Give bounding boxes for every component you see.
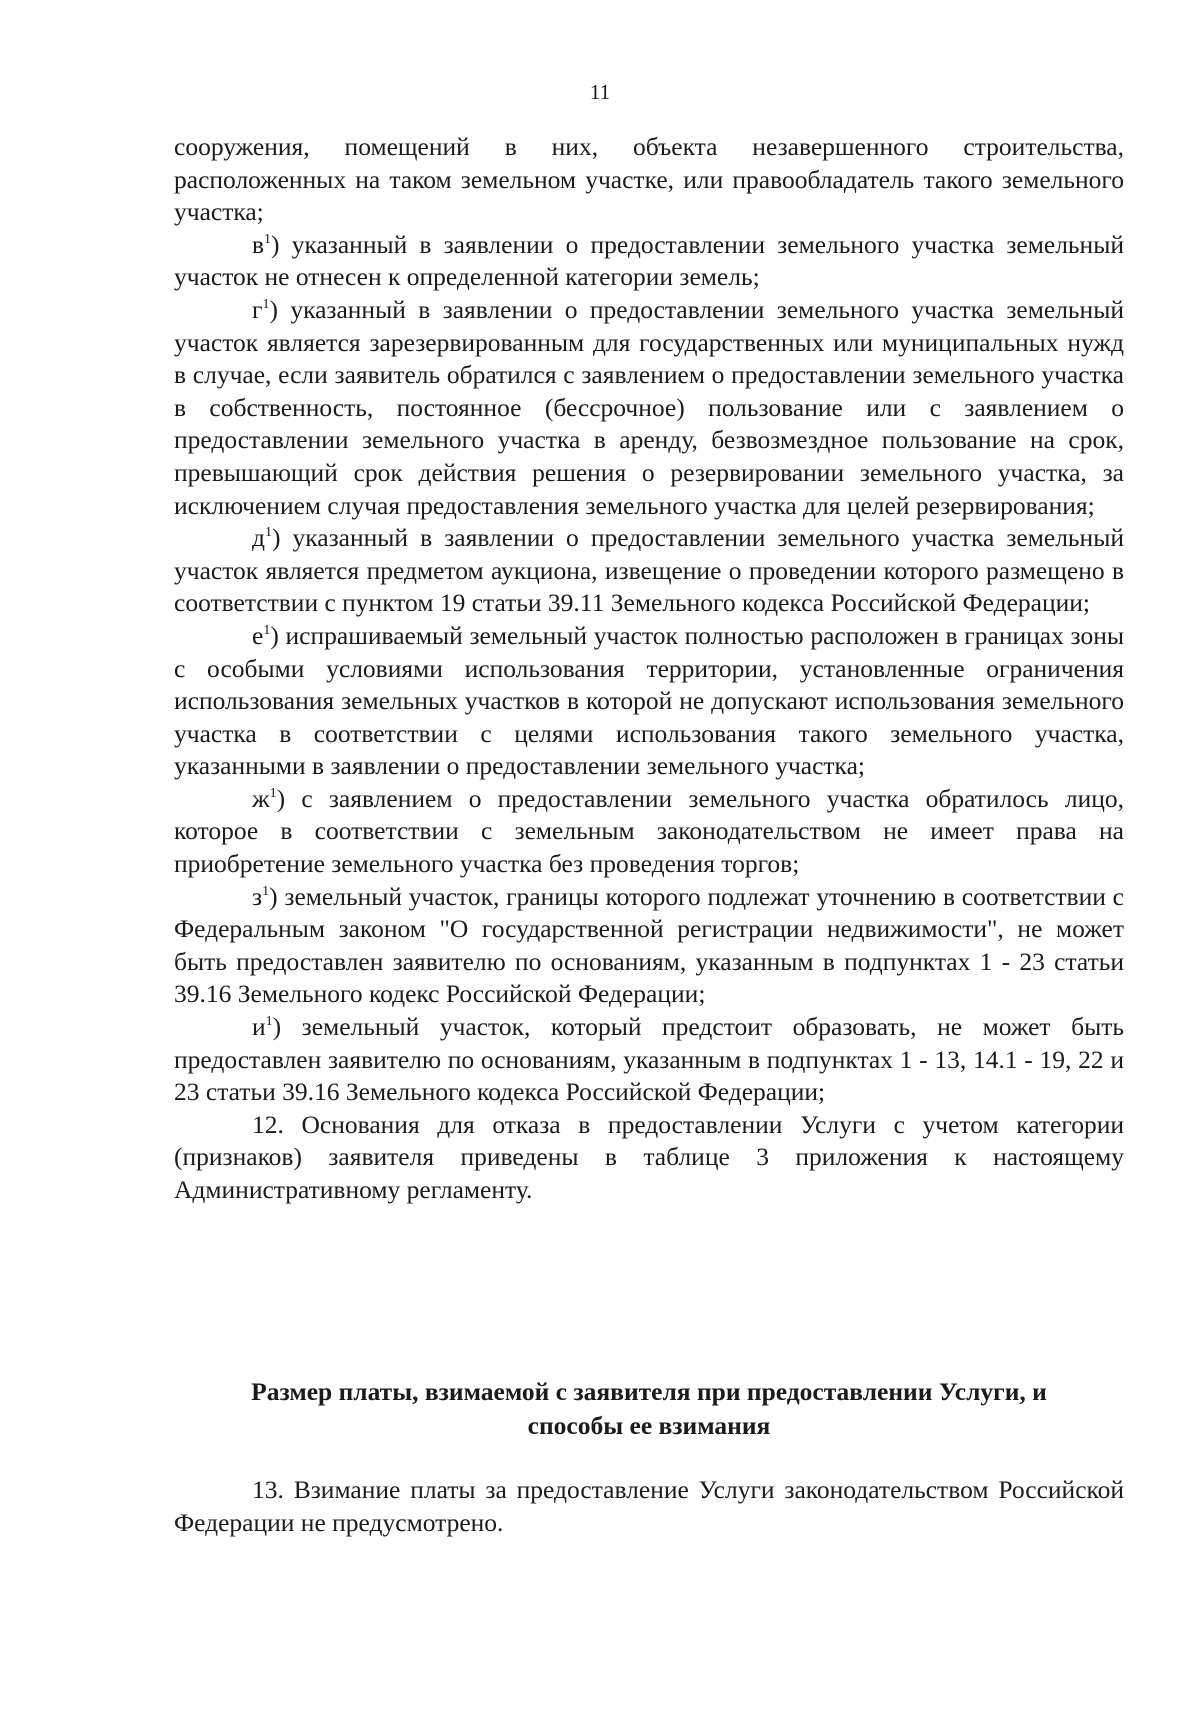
subitem-zh1 [174,783,1124,881]
subitem-marker: в [252,229,265,259]
section-heading [174,1375,1124,1443]
subitem-text: ) с заявлением о предоставлении земельного участка обратилось лицо, которое в соответствии с земельным законодательством не имеет права на приобретение земельного участка без проведения торгов; [174,783,1124,879]
clause-text: 12. Основания для отказа в предоставлении Услуги с учетом категории (признаков) заявителя приведены в таблице 3 приложения к настоящему Административному регламенту. [174,1109,1124,1204]
subitem-text: ) указанный в заявлении о предоставлении земельного участка земельный участок не отнесен к определенной категории земель; [174,229,1124,292]
subitem-text: ) земельный участок, который предстоит образовать, не может быть предоставлен заявителю по основаниям, указанным в подпунктах 1 - 13, 14.1 - 19, 22 и 23 статьи 39.16 Земельного кодекса Российской Федерации; [174,1012,1124,1107]
section-heading-line-2: способы ее взимания [527,1411,771,1440]
subitem-e1 [174,620,1124,783]
subitem-text: ) испрашиваемый земельный участок полностью расположен в границах зоны с особыми условиями использования территории, установленные ограничения использования земельных участков в которой не допускают использования земельного участка в соответствии с целями использования такого земельного участка, указанными в заявлении о предоставлении земельного участка; [174,620,1124,781]
subitem-i1 [174,1011,1124,1109]
document-body [174,131,1124,1207]
clause-13-block [174,1474,1124,1539]
subitem-d1 [174,522,1124,620]
section-heading-line-1: Размер платы, взимаемой с заявителя при предоставлении Услуги, и [251,1377,1047,1406]
subitem-superscript: 1 [262,296,270,312]
subitem-text: ) земельный участок, границы которого подлежат уточнению в соответствии с Федеральным законом "О государственной регистрации недвижимости", не может быть предоставлен заявителю по основаниям, указанным в подпунктах 1 - 23 статьи 39.16 Земельного кодекс Российской Федерации; [174,881,1124,1009]
subitem-marker: г [252,294,263,324]
subitem-superscript: 1 [263,622,271,638]
subitem-marker: д [252,523,265,553]
subitem-v1 [174,229,1124,294]
subitem-superscript: 1 [262,883,270,899]
subitem-g1 [174,294,1124,522]
subitem-text: ) указанный в заявлении о предоставлении земельного участка земельный участок является предметом аукциона, извещение о проведении которого размещено в соответствии с пунктом 19 статьи 39.11 Земельного кодекса Российской Федерации; [174,523,1124,618]
subitem-z1 [174,881,1124,1011]
subitem-marker: ж [252,783,270,813]
subitem-marker: з [252,881,263,911]
clause-12 [174,1109,1124,1207]
subitem-marker: е [252,620,264,650]
subitem-marker: и [252,1012,266,1042]
clause-text: 13. Взимание платы за предоставление Услуги законодательством Российской Федерации не предусмотрено. [174,1475,1124,1537]
page-number: 11 [589,80,611,104]
paragraph-continuation [174,131,1124,229]
clause-13 [174,1474,1124,1539]
subitem-superscript: 1 [264,231,272,247]
subitem-superscript: 1 [264,525,272,541]
subitem-superscript: 1 [265,1014,273,1030]
subitem-text: ) указанный в заявлении о предоставлении земельного участка земельный участок является зарезервированным для государственных или муниципальных нужд в случае, если заявитель обратился с заявлением о предоставлении земельного участка в собственность, постоянное (бессрочное) пользование или с заявлением о предоставлении земельного участка в аренду, безвозмездное пользование на срок, превышающий срок действия решения о резервировании земельного участка, за исключением случая предоставления земельного участка для целей резервирования; [174,294,1124,520]
paragraph-text: сооружения, помещений в них, объекта незавершенного строительства, расположенных на таком земельном участке, или правообладатель такого земельного участка; [174,132,1124,227]
subitem-superscript: 1 [269,785,277,801]
